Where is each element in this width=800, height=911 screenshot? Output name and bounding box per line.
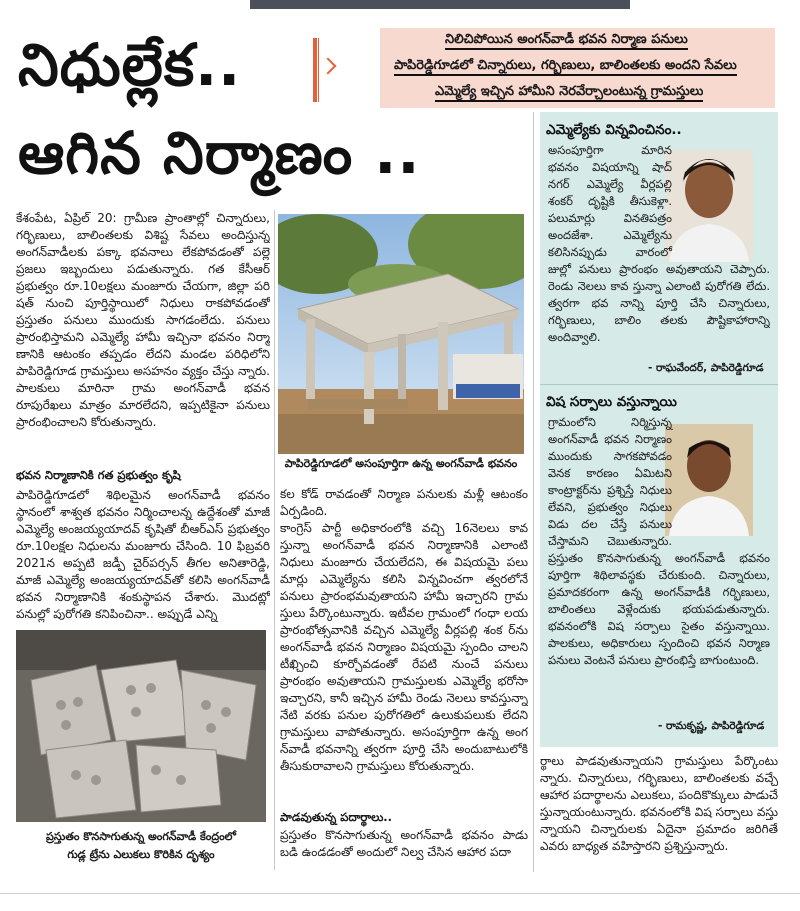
sidebar-title-1: ఎమ్మెల్యేకు విన్నవించినం.. (546, 122, 682, 138)
column-rule-2 (533, 112, 534, 872)
kicker-box (380, 28, 775, 108)
egg-tray-caption-1: ప్రస్తుతం కొనసాగుతున్న అంగన్‌వాడీ కేంద్రంలో (46, 830, 236, 843)
headline-divider-thin (318, 38, 319, 102)
sidebar-quote-1: అసంపూర్తిగా మారిన భవనం విషయాన్ని షాద్ నగర్ ఎమ్మెల్యే వీర్లపల్లి శంకర్ దృష్టికి తీసుకెళ్లా. పలుమార్లు వినతిపత్రం అందజేశా. ఎమ్మెల్యేను కలిసినప్పుడు వారంలో జుల్లో పనులు ప్రారంభం అవుతాయని చెప్పారు. రెండు నెలలు కావ స్తున్నా ఎలాంటి పురోగతి లేదు. త్వరగా భవ నాన్ని పూర్తి చేసి చిన్నారులు, గర్భిణులు, బాలిం తలకు పౌష్టికాహారాన్ని అందివ్వాలి. (548, 143, 770, 344)
egg-tray-photo (16, 630, 266, 822)
sidebar-quote-2: గ్రామంలోని నిర్మిస్తున్న అంగన్‌వాడీ భవన నిర్మాణం ముందుకు సాగకపోవడం వెనక కారణం ఏమిటని కాంట్రాక్టర్‌ను ప్రశ్నిస్తే నిధులు లేవని, ప్రభుత్వం నిధులు విడు దల చేస్తే పనులు చేస్తామని చెబుతున్నారు. ప్రస్తుతం కొనసాగుతున్న అంగన్‌వాడీ భవనం పూర్తిగా శిథిలావస్థకు చేరుకుంది. చిన్నారులు, ప్రమాదకరంగా ఉన్న అంగన్‌వాడీకి గర్భిణులు, బాలింతలు వెళ్లేందుకు భయపడుతున్నారు. భవనంలోకి విష సర్పాలు సైతం వస్తున్నాయి. పాలకులు, అధికారులు స్పందించి భవన నిర్మాణ పనులు వెంటనే పనులు ప్రారంభిస్తే బాగుంటుంది. (548, 415, 770, 667)
sidebar-divider (540, 384, 778, 385)
article-section-1: పాపిరెడ్డిగూడలో శిథిలమైన అంగన్‌వాడీ భవనం స్థానంలో శాశ్వత భవనం నిర్మించాలన్న ఉద్దేశంతో మాజీ ఎమ్మెల్యే అంజయ్యయాదవ్ కృషితో బీఆర్‌ఎస్ ప్రభుత్వం రూ.10లక్షల నిధులను మంజూరు చేసింది. 10 ఫిబ్రవరి 2021న అప్పటి జడ్పీ చైర్‌పర్సన్ తీగల అనితారెడ్డి, మాజీ ఎమ్మెల్యే అంజయ్యయాదవ్‌తో కలిసి అంగన్‌వాడీ భవన నిర్మాణానికి శంకుస్థాపన చేశారు. మొదట్లో పనుల్లో పురోగతి కనిపించినా.. అప్పుడే ఎన్ని (16, 488, 270, 621)
page-bottom-rule (0, 893, 800, 894)
article-lead: కేశంపేట, ఏప్రిల్ 20: గ్రామీణ ప్రాంతాల్లో చిన్నారులు, గర్భిణులు, బాలింతలకు విశిష్ట సేవలు అందిస్తున్న అంగన్‌వాడీలకు పక్కా భవనాలు లేకపోవడంతో పల్లె ప్రజలు ఇబ్బందులు పడుతున్నారు. గత కేసీఆర్ ప్రభుత్వం రూ.10లక్షలు మంజూరు చేయగా, జిల్లా పరి షత్ నుంచి పూర్తిస్థాయిలో నిధులు రాకపోవడంతో ప్రస్తుతం పనులు ముందుకు సాగడంలేదు. పనులు ప్రారంభిస్తామని ఎమ్మెల్యే హామీ ఇచ్చినా భవనం నిర్మా ణానికి ఆటంకం తప్పడం లేదని మండల పరిధిలోని పాపిరెడ్డిగూడ గ్రామస్తులు అసహనం వ్యక్తం చేస్తు న్నారు. పాలకులు మారినా గ్రామ అంగన్‌వాడీ భవన రూపురేఖలు మాత్రం మారలేదని, ఇప్పటికైనా పనులు ప్రారంభించాలని కోరుతున్నారు. (16, 211, 270, 429)
sidebar-title-2: విష సర్పాలు వస్తున్నాయి (546, 394, 677, 410)
sidebar-sign-2: - రామకృష్ణ, పాపిరెడ్డిగూడ (658, 720, 765, 732)
kicker-line-1: నిలిచిపోయిన అంగన్‌వాడీ భవన నిర్మాణ పనులు (445, 32, 688, 50)
headline-line-2: ఆగిన నిర్మాణం .. (18, 119, 421, 187)
building-photo-caption: పాపిరెడ్డిగూడలో అసంపూర్తిగా ఉన్న అంగన్‌వాడీ భవనం (284, 457, 518, 470)
kicker-line-3: ఎమ్మెల్యే ఇచ్చిన హామీని నెరవేర్చాలంటున్న గ్రామస్తులు (435, 84, 703, 102)
column-rule-1 (274, 210, 275, 870)
subhead-previous-govt: భవన నిర్మాణానికి గత ప్రభుత్వం కృషి (16, 468, 181, 482)
article-section-1-continued: కల కోడ్ రావడంతో నిర్మాణ పనులకు మళ్లీ ఆటంకం ఏర్పడింది. (280, 487, 528, 518)
building-photo (278, 214, 524, 454)
article-section-3: ప్రస్తుతం కొనసాగుతున్న అంగన్‌వాడీ భవనం పాడు బడి ఉండడంతో అందులో నిల్వ చేసిన ఆహార పదా (280, 828, 528, 859)
headline-divider (313, 38, 317, 102)
sidebar-sign-1: - రాఘవేందర్, పాపిరెడ్డిగూడ (648, 362, 764, 374)
quotes-sidebar (540, 112, 778, 747)
top-bar (250, 0, 630, 9)
headline-line-1: నిధుల్లేక.. (18, 31, 242, 99)
subhead-spoiling-food: పాడవుతున్న పదార్థాలు.. (280, 810, 393, 824)
article-section-3-continued: ర్థాలు పాడవుతున్నాయని గ్రామస్తులు పేర్కొంటు న్నారు. చిన్నారులు, గర్భిణులు, బాలింతలకు వచ్చే ఆహార పదార్థాలను ఎలుకలు, పందికొక్కులు పాడుచే స్తున్నాయంటున్నారు. భవనంలోకి విష సర్పాలు వస్తు న్నాయని చిన్నారులకు ఏదైనా ప్రమాదం జరిగితే ఎవరు బాధ్యత వహిస్తారని ప్రశ్నిస్తున్నారు. (540, 754, 778, 853)
egg-tray-caption-2: గుడ్ల ట్రేను ఎలుకలు కొరికిన దృశ్యం (67, 848, 215, 861)
kicker-line-2: పాపిరెడ్డిగూడలో చిన్నారులు, గర్భిణులు, బాలింతలకు అందని సేవలు (394, 58, 737, 76)
article-section-2: కాంగ్రెస్ పార్టీ అధికారంలోకి వచ్చి 16నెలలు కావ స్తున్నా అంగన్‌వాడీ భవన నిర్మాణానికి ఎలాంటి నిధులు మంజూరు చేయలేదని, ఈ విషయమై పలు మార్లు ఎమ్మెల్యేను కలిసి విన్నవించగా త్వరలోనే పనులు ప్రారంభమవుతాయని హామీ ఇచ్చారని గ్రామ స్తులు పేర్కొంటున్నారు. ఇటీవల గ్రామంలో గంధా లయ ప్రారంభోత్సవానికి వచ్చిన ఎమ్మెల్యే వీర్లపల్లి శంక ర్‌ను అంగన్‌వాడీ భవన నిర్మాణం విషయమై స్పందిం చాలని టీఖ్చించి కూర్చోవడంతో రేపటి నుంచే పనులు ప్రారంభం అవుతాయని గ్రామస్తులకు ఎమ్మెల్యే భరోసా ఇచ్చారని, కానీ ఇచ్చిన హామీ రెండు నెలలు కావస్తున్నా నేటి వరకు పనుల పురోగతిలో ఉలుకుపలుకు లేదని గ్రామస్తులు వాపోతున్నారు. అసంపూర్తిగా ఉన్న అంగ న్‌వాడీ భవనాన్ని త్వరగా పూర్తి చేసి అందుబాటులోకి తీసుకురావాలని గ్రామస్తులు కోరుతున్నారు. (280, 521, 528, 773)
